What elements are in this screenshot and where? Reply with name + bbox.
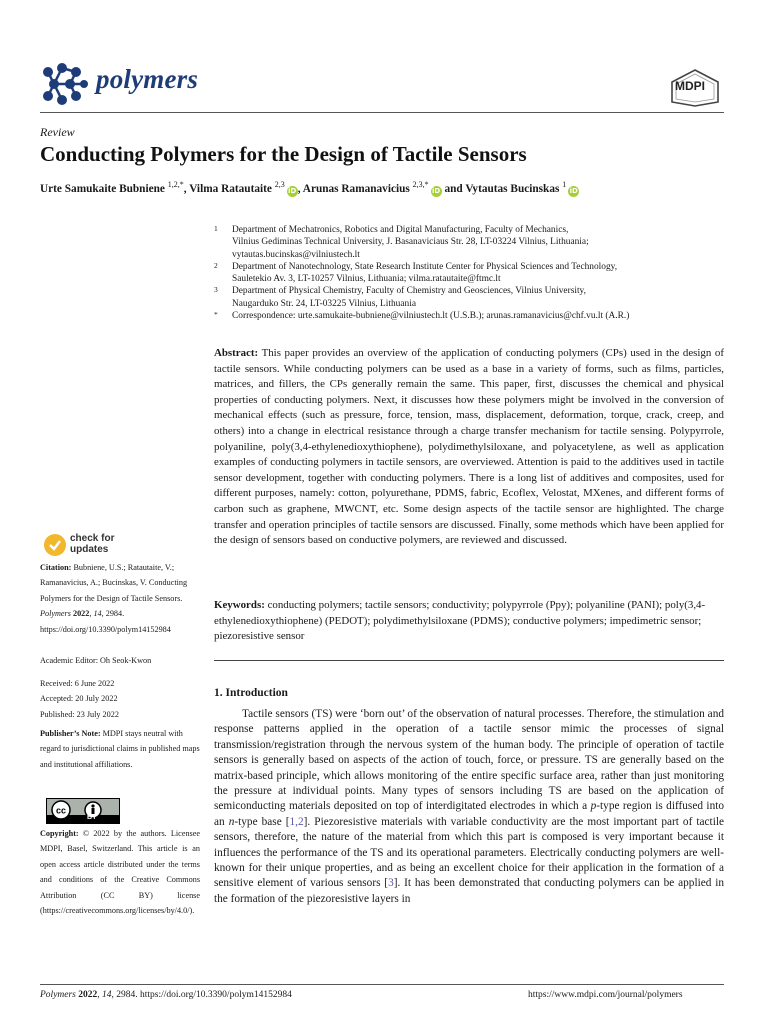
check-for-updates-button[interactable] (40, 532, 200, 560)
author-list: Urte Samukaite Bubniene $^{1,2,*}$, Vilma Ratautaite $^{2,3}$iD, Arunas Ramanavicius $^{2,3,*}$iD and Vytautas Bucinskas $^1$iD (40, 180, 578, 195)
citation-journal: Polymers (40, 609, 71, 619)
author-affil: 1,2,* (167, 180, 184, 189)
polymers-logo-icon (40, 62, 94, 106)
copyright (40, 826, 200, 918)
footer-rule (40, 984, 724, 985)
page-title: Conducting Polymers for the Design of Tactile Sensors (40, 142, 527, 166)
paragraph-text: ]. It has been demonstrated that conducting polymers can be applied in the formation of the piezoresistive layers in (214, 877, 724, 905)
affiliation-number: 2 (214, 260, 218, 270)
mdpi-logo (666, 68, 724, 108)
check-updates-icon (44, 534, 66, 556)
copyright-label: Copyright: (40, 829, 79, 838)
copyright-text: © 2022 by the authors. Licensee MDPI, Basel, Switzerland. This article is an open access article distributed under the terms and conditions of the Creative Commons Attribution (CC BY) license (https://creativecommons.org/licenses/by/4.0/). (40, 829, 200, 916)
published-date: Published: 23 July 2022 (40, 709, 119, 719)
check-updates-label (70, 533, 114, 555)
keywords-rule (214, 660, 724, 661)
orcid-icon[interactable]: iD (432, 186, 441, 195)
footer-journal: Polymers (40, 990, 76, 1000)
check-updates-line2: updates (70, 544, 109, 555)
received-date: Received: 6 June 2022 (40, 679, 115, 688)
paragraph-text: -type base [ (234, 815, 290, 828)
correspondence-line[interactable]: Correspondence: urte.samukaite-bubniene@vilniustech.lt (U.S.B.); arunas.ramanavicius@chf.vu.lt (A.R.) (232, 311, 630, 322)
introduction-body (214, 707, 724, 907)
cc-by-label: BY (87, 814, 97, 821)
orcid-icon[interactable]: iD (569, 186, 578, 195)
affiliation-number: 3 (214, 285, 218, 295)
abstract (214, 346, 724, 549)
footer-url[interactable]: https://www.mdpi.com/journal/polymers (528, 990, 683, 1000)
dates (40, 676, 200, 722)
affiliation (214, 285, 724, 310)
publisher-note (40, 726, 200, 772)
footer-citation: Polymers 2022, 14, 2984. https://doi.org/10.3390/polym14152984 (40, 990, 292, 1000)
citation: Citation: Bubniene, U.S.; Ratautaite, V.; Ramanavicius, A.; Bucinskas, V. Conducting Polymers for the Design of Tactile Sensors. Polymers 2022, 14, 2984. https://doi.org/10.3390/polym14152984 (40, 563, 188, 634)
correspondence (214, 310, 724, 322)
affiliation-line: Vilnius Gediminas Technical University, J. Basanaviciaus Str. 28, LT-03224 Vilnius, Lithuania; (232, 237, 589, 248)
paragraph-text: ]. Piezoresistive materials with variable conductivity are the most important part of tactile sensors, therefore, the nature of the material from which this part is composed is very important because it influences the performance of the TS and its operational parameters. Electrically conducting polymers are well-known for their unique properties, and as being an excellent choice for their application in the formation of a sensitive element of various sensors [ (214, 815, 724, 890)
citation-doi[interactable]: 2984. https://doi.org/10.3390/polym14152984 (40, 609, 171, 634)
mdpi-logo-text: MDPI (675, 79, 705, 93)
affiliation (214, 261, 724, 286)
affiliations (214, 224, 724, 322)
citation-link[interactable]: 3 (388, 877, 394, 890)
paragraph-text: -type region is diffused into an (214, 800, 725, 828)
header-rule (40, 112, 724, 113)
footer-doi[interactable]: , 2984. https://doi.org/10.3390/polym14152984 (111, 990, 292, 1000)
footer-volume: 14 (102, 990, 112, 1000)
publisher-note-text: MDPI stays neutral with regard to jurisdictional claims in published maps and institutional affiliations. (40, 729, 200, 769)
keywords-text: conducting polymers; tactile sensors; conductivity; polypyrrole (Ppy); polyaniline (PANI); poly(3,4-ethylenedioxythiophene) (PEDOT); polydimethylsiloxane (PDMS); conductive polymers; impedimetric sensor; piezoresistive sensor (214, 599, 706, 643)
author-name: Vilma Ratautaite (189, 182, 272, 195)
affiliation-number: * (214, 310, 218, 320)
orcid-icon[interactable]: iD (288, 186, 297, 195)
publisher-note-label: Publisher’s Note: (40, 729, 101, 738)
citation-link[interactable]: 1,2 (289, 815, 304, 828)
citation-year: 2022 (72, 609, 90, 619)
author-affil: 2,3,* (412, 180, 429, 189)
author-name: Urte Samukaite Bubniene (40, 182, 165, 195)
journal-name: polymers (96, 64, 199, 94)
author-name: Arunas Ramanavicius (302, 182, 410, 195)
academic-editor: Academic Editor: Oh Seok-Kwon (40, 656, 152, 665)
citation-text: Bubniene, U.S.; Ratautaite, V.; Ramanavicius, A.; Bucinskas, V. Conducting Polymers for the Design of Tactile Sensors. (40, 563, 188, 603)
abstract-text: This paper provides an overview of the application of conducting polymers (CPs) used in the design of tactile sensors. While conducting polymers can be used as a base in a variety of forms, such as films, particles, matrices, and fillers, the CPs generally remain the same. This paper, first, discusses the chemical and physical properties of conducting polymers. Next, it discusses how these polymers might be involved in the conversion of mechanical effects (such as pressure, force, tension, mass, displacement, deformation, torque, crack, creep, and others) into a change in electrical resistance through a charge transfer mechanism for tactile sensing. Polypyrrole, polyaniline, poly(3,4-ethylenedioxythiophene), polydimethylsiloxane, and polyacetylene, as well as application examples of conducting polymers in tactile sensors, are overviewed. Attention is paid to the additives used in tactile sensor development, together with conducting polymers. There is a long list of additives and composites, used for different purposes, namely: cotton, polyurethane, PDMS, fabric, Ecoflex, Velostat, MXenes, and different forms of carbon such as graphene, MWCNT, etc. Some design aspects of the tactile sensor are highlighted. The charge transfer and operation principles of tactile sensors are discussed. Finally, some methods which have been applied for the design of sensors based on conductive polymers, are reviewed and discussed. (214, 347, 724, 547)
keywords-label: Keywords: (214, 599, 265, 611)
citation-volume: 14 (93, 609, 102, 619)
author-name: Vytautas Bucinskas (465, 182, 560, 195)
section-heading: 1. Introduction (214, 687, 288, 699)
accepted-date: Accepted: 20 July 2022 (40, 694, 118, 704)
affiliation-line: Department of Mechatronics, Robotics and Digital Manufacturing, Faculty of Mechanics, (232, 225, 569, 235)
cc-by-license-icon[interactable] (46, 798, 120, 824)
check-updates-line1: check for (70, 533, 115, 544)
paragraph (214, 707, 724, 907)
affiliation-line: Sauletekio Av. 3, LT-10257 Vilnius, Lithuania; vilma.ratautaite@ftmc.lt (232, 274, 501, 285)
citation-label: Citation: (40, 563, 72, 572)
affiliation-line: Naugarduko Str. 24, LT-03225 Vilnius, Lithuania (232, 298, 416, 309)
affiliation-email[interactable]: vytautas.bucinskas@vilniustech.lt (232, 249, 360, 260)
affiliation (214, 224, 724, 261)
paragraph-text: Tactile sensors (TS) were ‘born out’ of the observation of natural processes. Therefore, the stimulation and response patterns applied in the operation of a tactile sensor mimic the processes of signal transmission/registration through the nervous system of the human body. The principle of operation of tactile sensors is generally based on aspects of the action of touch, force, or pressure. TS are generally based on the matrix-based principle, which allows monitoring of the entire specific surface area, rather than just monitoring the pressure at individual points. Many types of sensors including TS are based on the application of semiconducting materials deposited on top of interdigitated electrodes in which a (214, 708, 724, 813)
article-type: Review (40, 125, 75, 139)
author-affil: 2,3 (274, 180, 285, 189)
keywords (214, 598, 724, 645)
italic-p: p (590, 800, 597, 813)
author-affil: 1 (562, 180, 567, 189)
footer-year: 2022 (78, 990, 98, 1000)
svg-text:cc: cc (55, 805, 67, 816)
affiliation-line: Department of Nanotechnology, State Research Institute Center for Physical Sciences and Technology, (232, 261, 618, 272)
italic-n: n (228, 815, 235, 828)
abstract-label: Abstract: (214, 347, 259, 359)
affiliation-line: Department of Physical Chemistry, Faculty of Chemistry and Geosciences, Vilnius University, (232, 286, 586, 297)
affiliation-number: 1 (214, 224, 218, 233)
